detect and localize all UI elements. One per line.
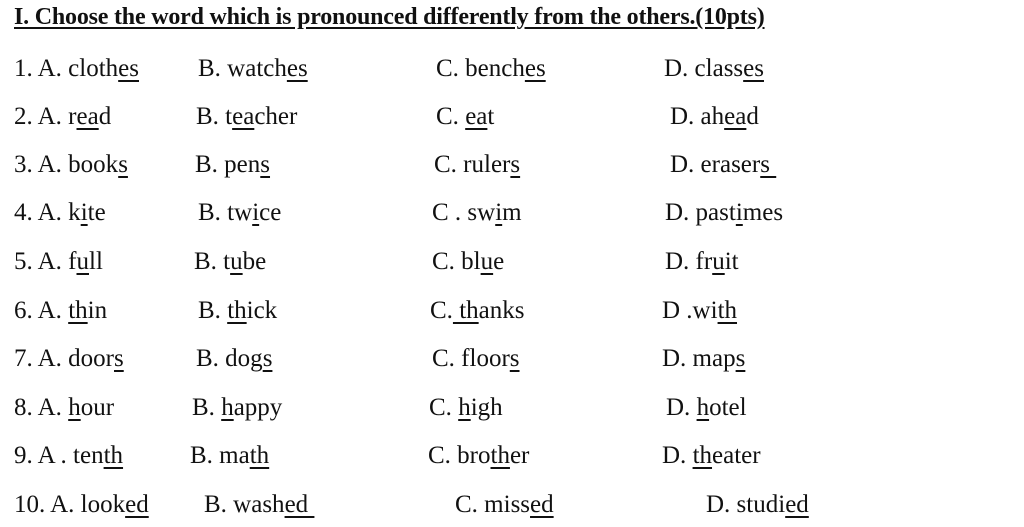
underlined-sound: th <box>249 442 270 469</box>
option-a <box>14 487 149 523</box>
option-a <box>14 390 114 426</box>
option-a <box>14 438 123 474</box>
question-row-7 <box>0 341 1024 381</box>
question-row-10 <box>0 487 1024 527</box>
word-text: te <box>87 199 106 226</box>
word-text: e <box>493 248 505 275</box>
underlined-sound: ed <box>785 491 809 518</box>
word-text: 5. A. f <box>14 248 77 275</box>
word-text: eater <box>712 442 761 469</box>
option-b <box>198 51 308 87</box>
option-b <box>198 195 281 231</box>
word-text: t <box>487 103 495 130</box>
word-text: B. dog <box>196 345 263 372</box>
word-text: B. t <box>194 248 231 275</box>
option-c <box>432 195 522 231</box>
word-text: m <box>502 199 522 226</box>
underlined-sound: ed <box>530 491 554 518</box>
underlined-sound: h <box>458 394 471 421</box>
word-text: B. tw <box>198 199 253 226</box>
underlined-sound: th <box>227 297 247 324</box>
underlined-sound: h <box>68 394 81 421</box>
word-text: C. <box>430 297 453 324</box>
word-text: B. t <box>196 103 233 130</box>
word-text: be <box>242 248 267 275</box>
word-text: appy <box>233 394 283 421</box>
word-text: C. <box>429 394 459 421</box>
underlined-sound: u <box>480 248 494 275</box>
option-a <box>14 147 128 183</box>
option-c <box>429 390 503 426</box>
question-row-6 <box>0 293 1024 333</box>
underlined-sound: ea <box>465 103 488 130</box>
option-a <box>14 195 106 231</box>
underlined-sound: ea <box>724 103 747 130</box>
question-row-3 <box>0 147 1024 187</box>
word-text: 2. A. r <box>14 103 77 130</box>
word-text: D. class <box>664 55 744 82</box>
word-text: D .wi <box>662 297 718 324</box>
underlined-sound: s <box>262 345 273 372</box>
option-d <box>670 99 759 135</box>
word-text: 6. A. <box>14 297 69 324</box>
option-b <box>196 99 297 135</box>
word-text: C. bl <box>432 248 481 275</box>
option-d <box>665 195 783 231</box>
underlined-sound: s <box>260 151 271 178</box>
underlined-sound: th <box>692 442 713 469</box>
underlined-sound: i <box>252 199 260 226</box>
word-text: B. pen <box>195 151 261 178</box>
exercise-title: I. Choose the word which is pronounced differently from the others.(10pts) <box>14 4 765 30</box>
word-text: anks <box>478 297 525 324</box>
underlined-sound: th <box>717 297 738 324</box>
word-text: C. bro <box>428 442 491 469</box>
word-text: D. fr <box>665 248 713 275</box>
option-c <box>428 438 529 474</box>
word-text: 4. A. k <box>14 199 81 226</box>
word-text: D. studi <box>706 491 786 518</box>
option-a <box>14 244 103 280</box>
word-text: C. floor <box>432 345 510 372</box>
option-d <box>664 51 764 87</box>
underlined-sound: h <box>696 394 710 421</box>
word-text: C. ruler <box>434 151 511 178</box>
underlined-sound: es <box>743 55 764 82</box>
option-b <box>204 487 314 523</box>
option-d <box>670 147 776 183</box>
question-row-9 <box>0 438 1024 478</box>
underlined-sound: s <box>735 345 746 372</box>
underlined-sound: es <box>524 55 546 82</box>
word-text: our <box>80 394 115 421</box>
option-d <box>706 487 809 523</box>
question-row-4 <box>0 195 1024 235</box>
option-a <box>14 99 111 135</box>
word-text: igh <box>470 394 503 421</box>
option-b <box>194 244 266 280</box>
word-text: D. ah <box>670 103 725 130</box>
word-text: D. <box>666 394 697 421</box>
underlined-sound: th <box>103 442 124 469</box>
option-c <box>430 293 524 329</box>
word-text: er <box>509 442 530 469</box>
option-d <box>662 438 761 474</box>
option-c <box>436 51 546 87</box>
word-text: d <box>746 103 759 130</box>
option-d <box>665 244 739 280</box>
underlined-sound: u <box>712 248 725 275</box>
underlined-sound: th <box>490 442 510 469</box>
question-row-5 <box>0 244 1024 284</box>
word-text: C. <box>436 103 466 130</box>
option-d <box>662 341 745 377</box>
word-text: 8. A. <box>14 394 69 421</box>
word-text: C. miss <box>455 491 531 518</box>
underlined-sound: ea <box>76 103 99 130</box>
underlined-sound: i <box>495 199 503 226</box>
word-text: 1. A. cloth <box>14 55 119 82</box>
question-row-2 <box>0 99 1024 139</box>
underlined-sound: s <box>760 151 777 178</box>
underlined-sound: i <box>80 199 88 226</box>
option-b <box>192 390 282 426</box>
underlined-sound: es <box>286 55 308 82</box>
underlined-sound: u <box>230 248 243 275</box>
option-b <box>196 341 272 377</box>
word-text: C . sw <box>432 199 496 226</box>
option-a <box>14 293 107 329</box>
word-text: ce <box>259 199 282 226</box>
underlined-sound: s <box>510 151 521 178</box>
word-text: otel <box>709 394 747 421</box>
underlined-sound: es <box>118 55 139 82</box>
option-b <box>198 293 277 329</box>
word-text: 10. A. look <box>14 491 126 518</box>
option-b <box>195 147 270 183</box>
word-text: D. eraser <box>670 151 761 178</box>
word-text: B. <box>198 297 228 324</box>
word-text: D. map <box>662 345 736 372</box>
option-c <box>434 147 520 183</box>
word-text: 7. A. door <box>14 345 114 372</box>
option-c <box>436 99 494 135</box>
option-c <box>432 341 520 377</box>
word-text: d <box>98 103 112 130</box>
word-text: ll <box>89 248 103 275</box>
underlined-sound: th <box>68 297 88 324</box>
option-b <box>190 438 269 474</box>
underlined-sound: ea <box>232 103 255 130</box>
word-text: it <box>724 248 739 275</box>
underlined-sound: ed <box>284 491 315 518</box>
question-row-1 <box>0 51 1024 91</box>
word-text: B. <box>192 394 222 421</box>
underlined-sound: s <box>114 345 124 372</box>
word-text: ick <box>246 297 278 324</box>
underlined-sound: h <box>221 394 234 421</box>
underlined-sound: ed <box>125 491 149 518</box>
word-text: in <box>87 297 108 324</box>
word-text: 9. A . ten <box>14 442 104 469</box>
word-text: B. watch <box>198 55 287 82</box>
underlined-sound: s <box>118 151 128 178</box>
option-a <box>14 341 124 377</box>
word-text: B. wash <box>204 491 285 518</box>
word-text: D. <box>662 442 693 469</box>
word-text: 3. A. book <box>14 151 119 178</box>
option-d <box>666 390 747 426</box>
word-text: B. ma <box>190 442 250 469</box>
option-d <box>662 293 737 329</box>
word-text: mes <box>742 199 784 226</box>
underlined-sound: s <box>509 345 520 372</box>
underlined-sound: th <box>452 297 479 324</box>
option-c <box>432 244 504 280</box>
word-text: D. past <box>665 199 736 226</box>
word-text: C. bench <box>436 55 525 82</box>
option-a <box>14 51 139 87</box>
option-c <box>455 487 554 523</box>
question-row-8 <box>0 390 1024 430</box>
underlined-sound: i <box>735 199 743 226</box>
word-text: cher <box>254 103 298 130</box>
underlined-sound: u <box>76 248 89 275</box>
